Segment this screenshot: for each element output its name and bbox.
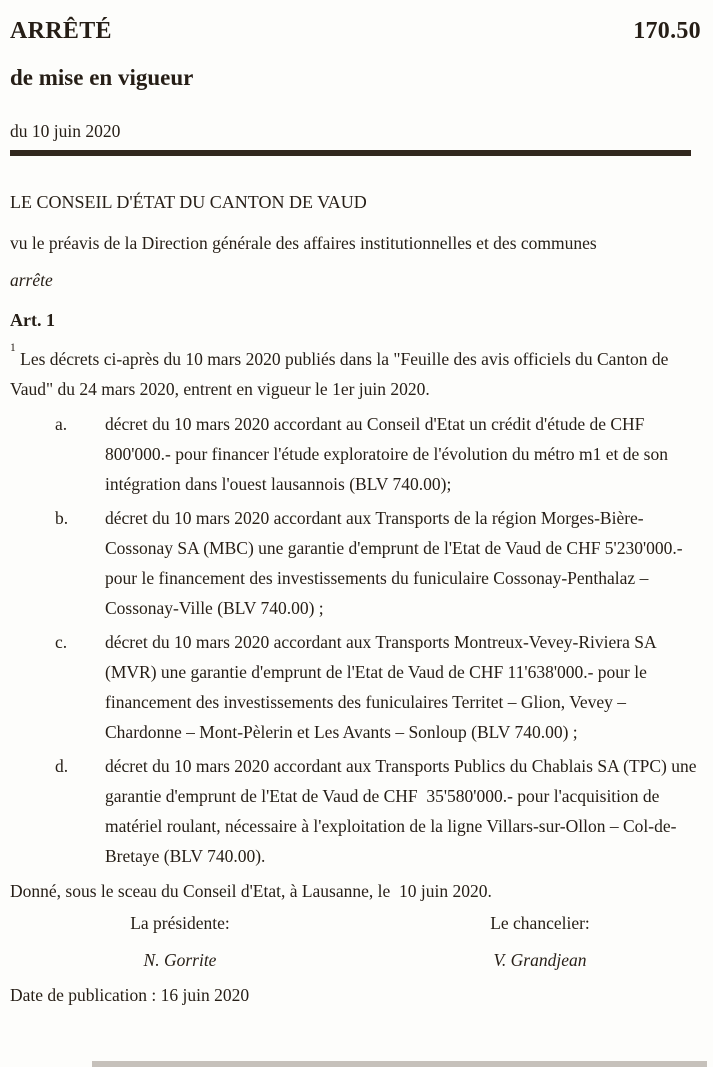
list-item — [10, 409, 703, 499]
preamble-text: vu le préavis de la Direction générale des affaires institutionnelles et des communes — [10, 233, 597, 253]
article-1-heading: Art. 1 — [10, 310, 55, 330]
document-header — [10, 16, 703, 46]
publication-date-line: Date de publication : 16 juin 2020 — [10, 984, 250, 1005]
president-role-label: La présidente: — [130, 912, 230, 933]
article-1-paragraph — [10, 340, 703, 404]
paragraph-text: Les décrets ci-après du 10 mars 2020 publiés dans la "Feuille des avis officiels du Canton de Vaud" du 24 mars 2020, entrent en vigueur le 1er juin 2020. — [10, 348, 673, 399]
decree-date-line: du 10 juin 2020 — [10, 121, 121, 141]
document-title: ARRÊTÉ — [10, 18, 112, 44]
given-under-seal-line: Donné, sous le sceau du Conseil d'Etat, à Lausanne, le 10 juin 2020. — [10, 880, 492, 901]
list-item-marker: b. — [55, 507, 69, 528]
list-item — [10, 751, 703, 871]
document-reference-number: 170.50 — [633, 18, 701, 44]
header-divider-rule — [10, 150, 691, 156]
decree-enacting-word: arrête — [10, 270, 53, 290]
document-subtitle: de mise en vigueur — [10, 65, 194, 90]
signature-president — [45, 911, 315, 972]
list-item-marker: a. — [55, 413, 68, 434]
decree-list — [10, 409, 703, 871]
president-signature-name: N. Gorrite — [143, 949, 217, 970]
list-item-marker: d. — [55, 755, 69, 776]
list-item — [10, 627, 703, 747]
list-item-marker: c. — [55, 631, 68, 652]
list-item-text: décret du 10 mars 2020 accordant aux Transports de la région Morges-Bière-Cossonay SA (MBC) une garantie d'emprunt de l'Etat de Vaud de CHF 5'230'000.- pour le financement des investissements du funiculaire Cossonay-Penthalaz – Cossonay-Ville (BLV 740.00) ; — [105, 507, 687, 618]
list-item — [10, 503, 703, 623]
list-item-text: décret du 10 mars 2020 accordant aux Transports Montreux-Vevey-Riviera SA (MVR) une garantie d'emprunt de l'Etat de Vaud de CHF 11'638'000.- pour le financement des investissements des funiculaires Territet – Glion, Vevey – Chardonne – Mont-Pèlerin et Les Avants – Sonloup (BLV 740.00) ; — [105, 631, 661, 742]
list-item-text: décret du 10 mars 2020 accordant au Conseil d'Etat un crédit d'étude de CHF 800'000.- pour financer l'étude exploratoire de l'évolution du métro m1 et de son intégration dans l'ouest lausannois (BLV 740.00); — [105, 413, 673, 494]
signature-chancellor — [425, 911, 655, 972]
bottom-partial-rule — [92, 1061, 707, 1067]
paragraph-number-superscript: 1 — [10, 342, 16, 354]
list-item-text: décret du 10 mars 2020 accordant aux Transports Publics du Chablais SA (TPC) une garantie d'emprunt de l'Etat de Vaud de CHF 35'580'000.- pour l'acquisition de matériel roulant, nécessaire à l'exploitation de la ligne Villars-sur-Ollon – Col-de-Bretaye (BLV 740.00). — [105, 755, 701, 866]
chancellor-signature-name: V. Grandjean — [493, 949, 587, 970]
chancellor-role-label: Le chancelier: — [490, 912, 590, 933]
issuing-authority: LE CONSEIL D'ÉTAT DU CANTON DE VAUD — [10, 192, 367, 212]
signature-block — [10, 911, 703, 972]
